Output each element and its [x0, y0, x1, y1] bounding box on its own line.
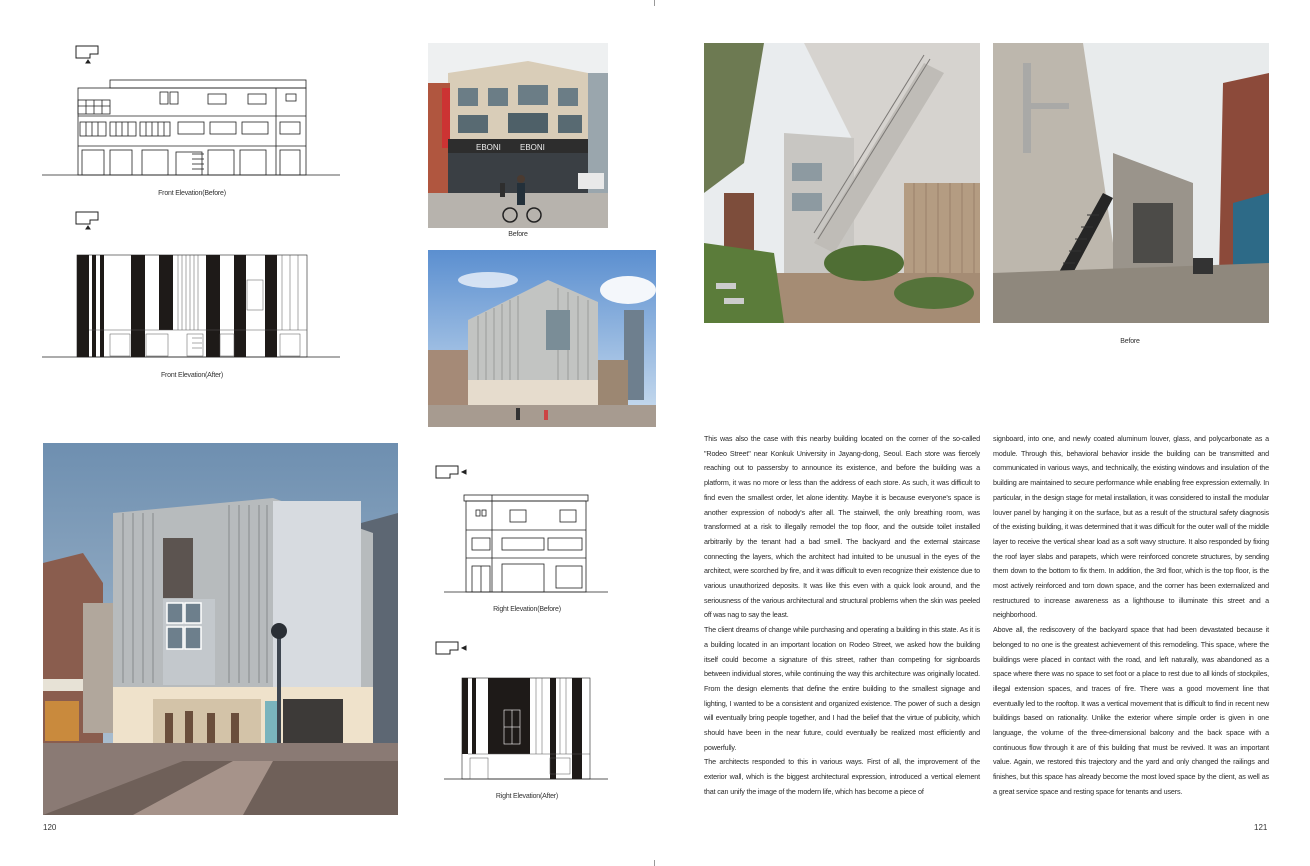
- article-paragraph: The architects responded to this in various ways. First of all, the improvement of the exterior wall, which is the biggest architectural expression, introduced a vertical element that can unify the image of the modern life, which has become a piece of: [704, 757, 980, 796]
- key-plan-icon: [436, 642, 466, 654]
- photo-after-corner-large: [43, 443, 398, 815]
- store-sign-2: EBONI: [520, 143, 545, 152]
- key-plan-icon: [436, 466, 466, 478]
- article-paragraph: The client dreams of change while purchasing and operating a building in this state. As it is a building located in an important location on Rodeo Street, we asked how the building itself could become a signature of this street, rather than competing for signboards between individual stores, while continuing the way this architecture was originally located. From the design elements that define the entire building to the smallest signage and lighting, I wanted to be a consistent and organized existence. The power of such a design will eventually bring people together, and I had the belief that the virtue of publicity, which should have been in the near future, could eventually be realized most efficiently and powerfully.: [704, 625, 980, 752]
- caption-right-elevation-after: Right Elevation(After): [495, 793, 559, 800]
- page-number-left: 120: [43, 823, 57, 832]
- photo-backyard-before: [993, 43, 1269, 323]
- page-number-right: 121: [1254, 823, 1268, 832]
- caption-front-elevation-before: Front Elevation(Before): [158, 190, 226, 197]
- caption-before-left: Before: [508, 231, 528, 238]
- key-plan-icon: [76, 212, 98, 229]
- photo-after-exterior: [428, 250, 656, 427]
- right-elevation-before-drawing: [432, 462, 612, 596]
- front-elevation-before-drawing: [42, 42, 342, 182]
- article-paragraph: signboard, into one, and newly coated aluminum louver, glass, and polycarbonate as a module. Through this, behavioral behavior inside the building can be transmitted and communicated in various ways, and technically, the existing windows and insulation of the building are maintained to secure performance while enabling free expression externally. In particular, in the design stage for metal installation, it was considered to install the modular louver panel by hanging it on the surface, but as a result of the structural safety diagnosis of the existing building, it was determined that it was difficult for the outer wall of the middle layer to receive the vertical shear load as a soft wavy structure. It also responded by fixing the roof layer slabs and parapets, which were reinforced concrete structures, by sending them down to the bottom to fix them. In addition, the 3rd floor, which is the top floor, is the most actively reinforced and torn down space, and the corner has been externalized and restructured to increase awareness as a lighthouse to illuminate this street and a neighborhood.: [993, 434, 1269, 620]
- caption-right-elevation-before: Right Elevation(Before): [493, 606, 561, 613]
- right-elevation-after-drawing: [432, 638, 612, 784]
- caption-before-right: Before: [1120, 338, 1140, 345]
- key-plan-icon: [76, 46, 98, 63]
- photo-before-street-corner: [428, 43, 608, 228]
- store-sign-1: EBONI: [476, 143, 501, 152]
- photo-backyard-after: [704, 43, 980, 323]
- article-column-2: [993, 432, 1269, 800]
- front-elevation-after-drawing: [42, 208, 342, 360]
- article-paragraph: Above all, the rediscovery of the backyard space that had been devastated because it belonged to no one is the greatest achievement of this remodeling. This space, where the buildings were placed in contact with the road, and left naturally, was abandoned as a space where there was no space to set foot or a place to rest due to all kinds of stockpiles, illegal extension spaces, and traces of fire. There was a good movement line that eventually led to the rooftop. It was a vertical movement that is difficult to find in recent new buildings based on rationality. Unlike the exterior where simple order is given in one language, the volume of the three-dimensional balcony and the back space with a continuous flow through it are of this building that must be revived. It was an important value. Again, we restored this trajectory and the yard and only changed the railings and finishes, but this space has already become the most loved space by the client, as well as a great service space and resting space for tenants and users.: [993, 625, 1269, 796]
- article-column-1: [704, 432, 980, 800]
- article-paragraph: This was also the case with this nearby building located on the corner of the so-called "Rodeo Street" near Konkuk University in Jayang-dong, Seoul. Each store was fiercely reaching out to passersby to announce its existence, and before the building was a platform, it was no more or less than the address of each store. As such, it was difficult to find even the smallest order, let alone identity. Maybe it is because everyone's space is another expression of nobody's after all. The stairwell, the only breathing room, was transformed at a risk to illegally remodel the top floor, and the outside toilet installed arbitrarily by the tenant had a bad smell. The backyard and the external staircase connecting the layers, which the architect had intuited to be unusual in the eyes of the architect, were scorched by fire, and it was difficult to even recognize their existence due to various unauthorized deposits. It was like this even with a quick look around, and the seriousness of the various architectural and structural problems when the skin was peeled off was nag to say the least.: [704, 434, 980, 620]
- caption-front-elevation-after: Front Elevation(After): [160, 372, 224, 379]
